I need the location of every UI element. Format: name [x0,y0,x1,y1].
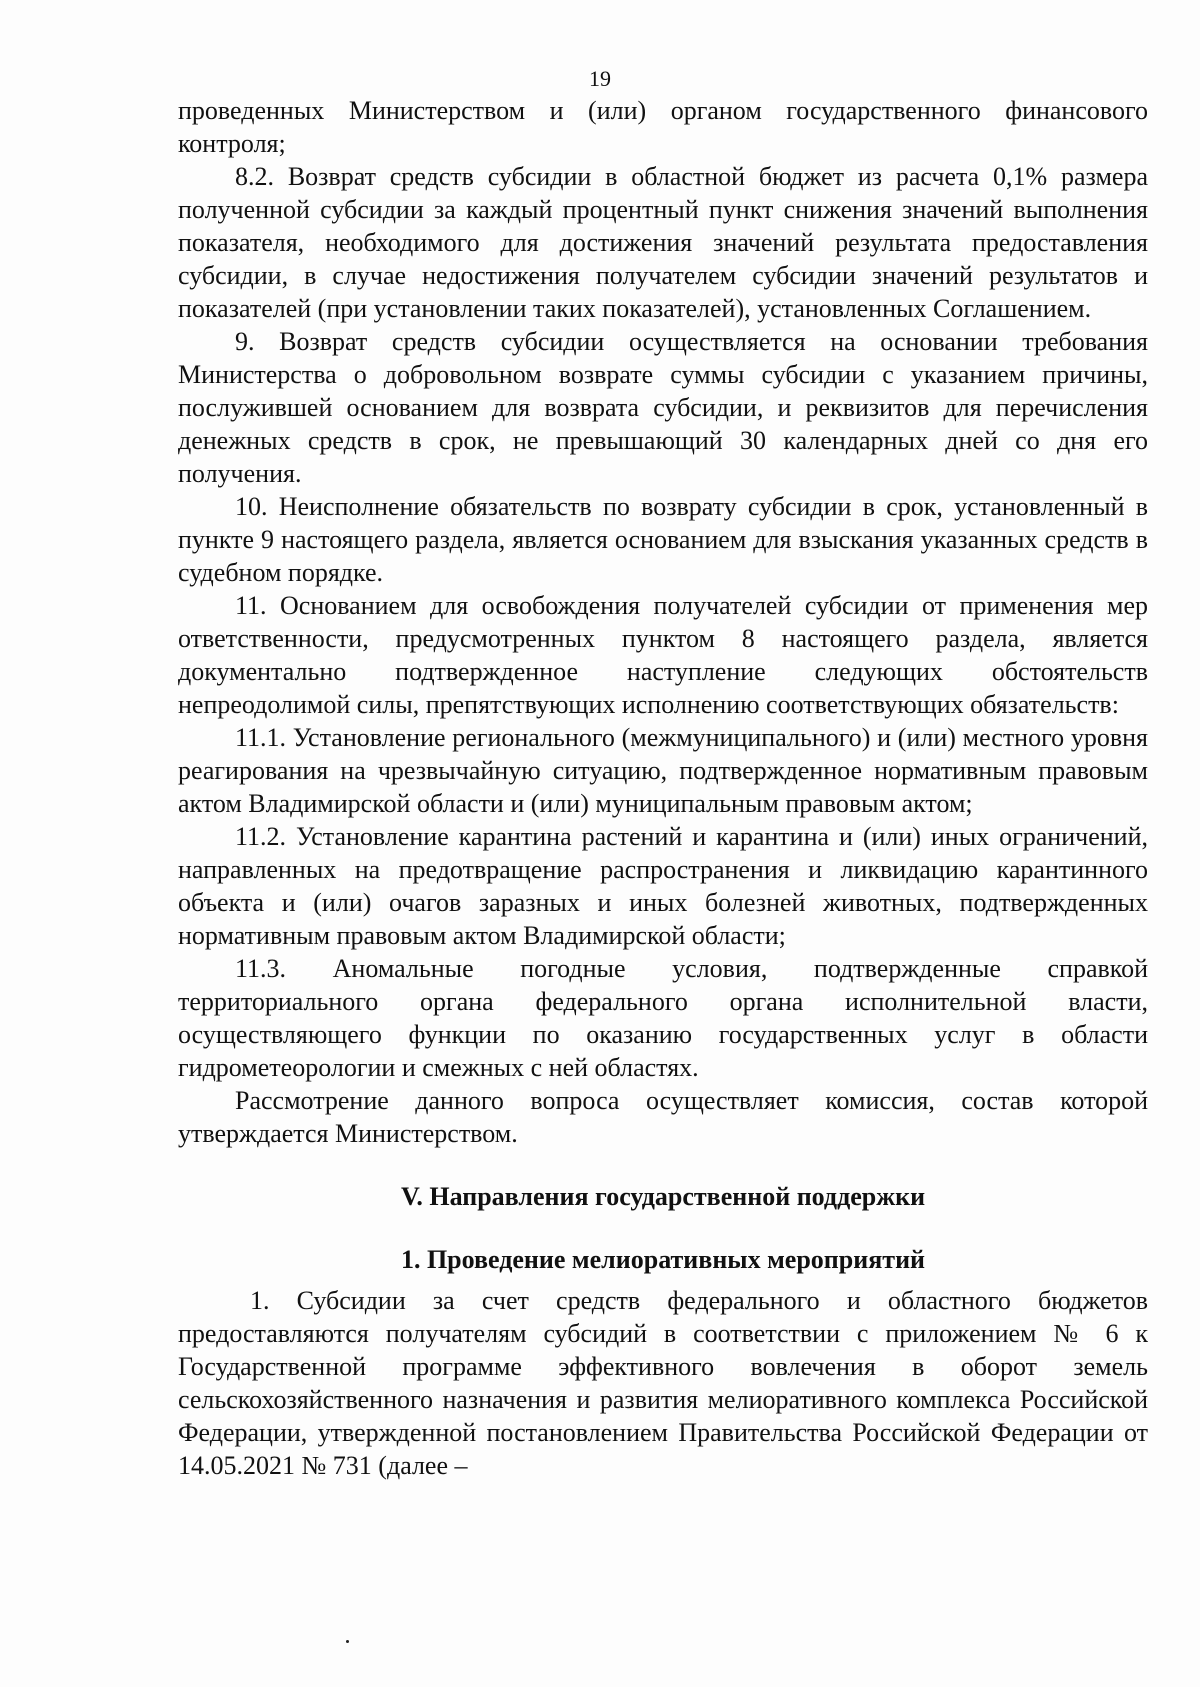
paragraph-11-1: 11.1. Установление регионального (межмуниципального) и (или) местного уровня реагирования на чрезвычайную ситуацию, подтвержденное нормативным правовым актом Владимирской области и (или) муниципальным правовым актом; [178,723,1148,818]
paragraph-10: 10. Неисполнение обязательств по возврату субсидии в срок, установленный в пункте 9 настоящего раздела, является основанием для взыскания указанных средств в судебном порядке. [178,492,1148,587]
paragraph-11: 11. Основанием для освобождения получателей субсидии от применения мер ответственности, предусмотренных пунктом 8 настоящего раздела, является документально подтвержденное наступление следующих обстоятельств непреодолимой силы, препятствующих исполнению соответствующих обязательств: [178,591,1148,719]
paragraph-subsidies: 1. Субсидии за счет средств федерального и областного бюджетов предоставляются получателям субсидий в соответствии с приложением № 6 к Государственной программе эффективного вовлечения в оборот земель сельскохозяйственного назначения и развития мелиоративного комплекса Российской Федерации, утвержденной постановлением Правительства Российской Федерации от 14.05.2021 № 731 (далее – [178,1286,1148,1480]
paragraph-continuation: проведенных Министерством и (или) органом государственного финансового контроля; [178,96,1148,158]
paragraph-commission: Рассмотрение данного вопроса осуществляет комиссия, состав которой утверждается Министерством. [178,1086,1148,1148]
paragraph-11-2: 11.2. Установление карантина растений и карантина и (или) иных ограничений, направленных на предотвращение распространения и ликвидацию карантинного объекта и (или) очагов заразных и иных болезней животных, подтвержденных нормативным правовым актом Владимирской области; [178,822,1148,950]
paragraph-11-3: 11.3. Аномальные погодные условия, подтвержденные справкой территориального органа федерального органа исполнительной власти, осуществляющего функции по оказанию государственных услуг в области гидрометеорологии и смежных с ней областях. [178,954,1148,1082]
paragraph-8-2: 8.2. Возврат средств субсидии в областной бюджет из расчета 0,1% размера полученной субсидии за каждый процентный пункт снижения значений выполнения показателя, необходимого для достижения значений результата предоставления субсидии, в случае недостижения получателем субсидии значений результатов и показателей (при установлении таких показателей), установленных Соглашением. [178,162,1148,323]
scan-speck [346,1640,349,1643]
page-number: 19 [589,66,611,91]
paragraph-9: 9. Возврат средств субсидии осуществляется на основании требования Министерства о добровольном возврате суммы субсидии с указанием причины, послужившей основанием для возврата субсидии, и реквизитов для перечисления денежных средств в срок, не превышающий 30 календарных дней со дня его получения. [178,327,1148,488]
section-heading: V. Направления государственной поддержки [400,1182,926,1211]
subsection-heading: 1. Проведение мелиоративных мероприятий [400,1245,926,1274]
document-body [178,94,1148,1482]
